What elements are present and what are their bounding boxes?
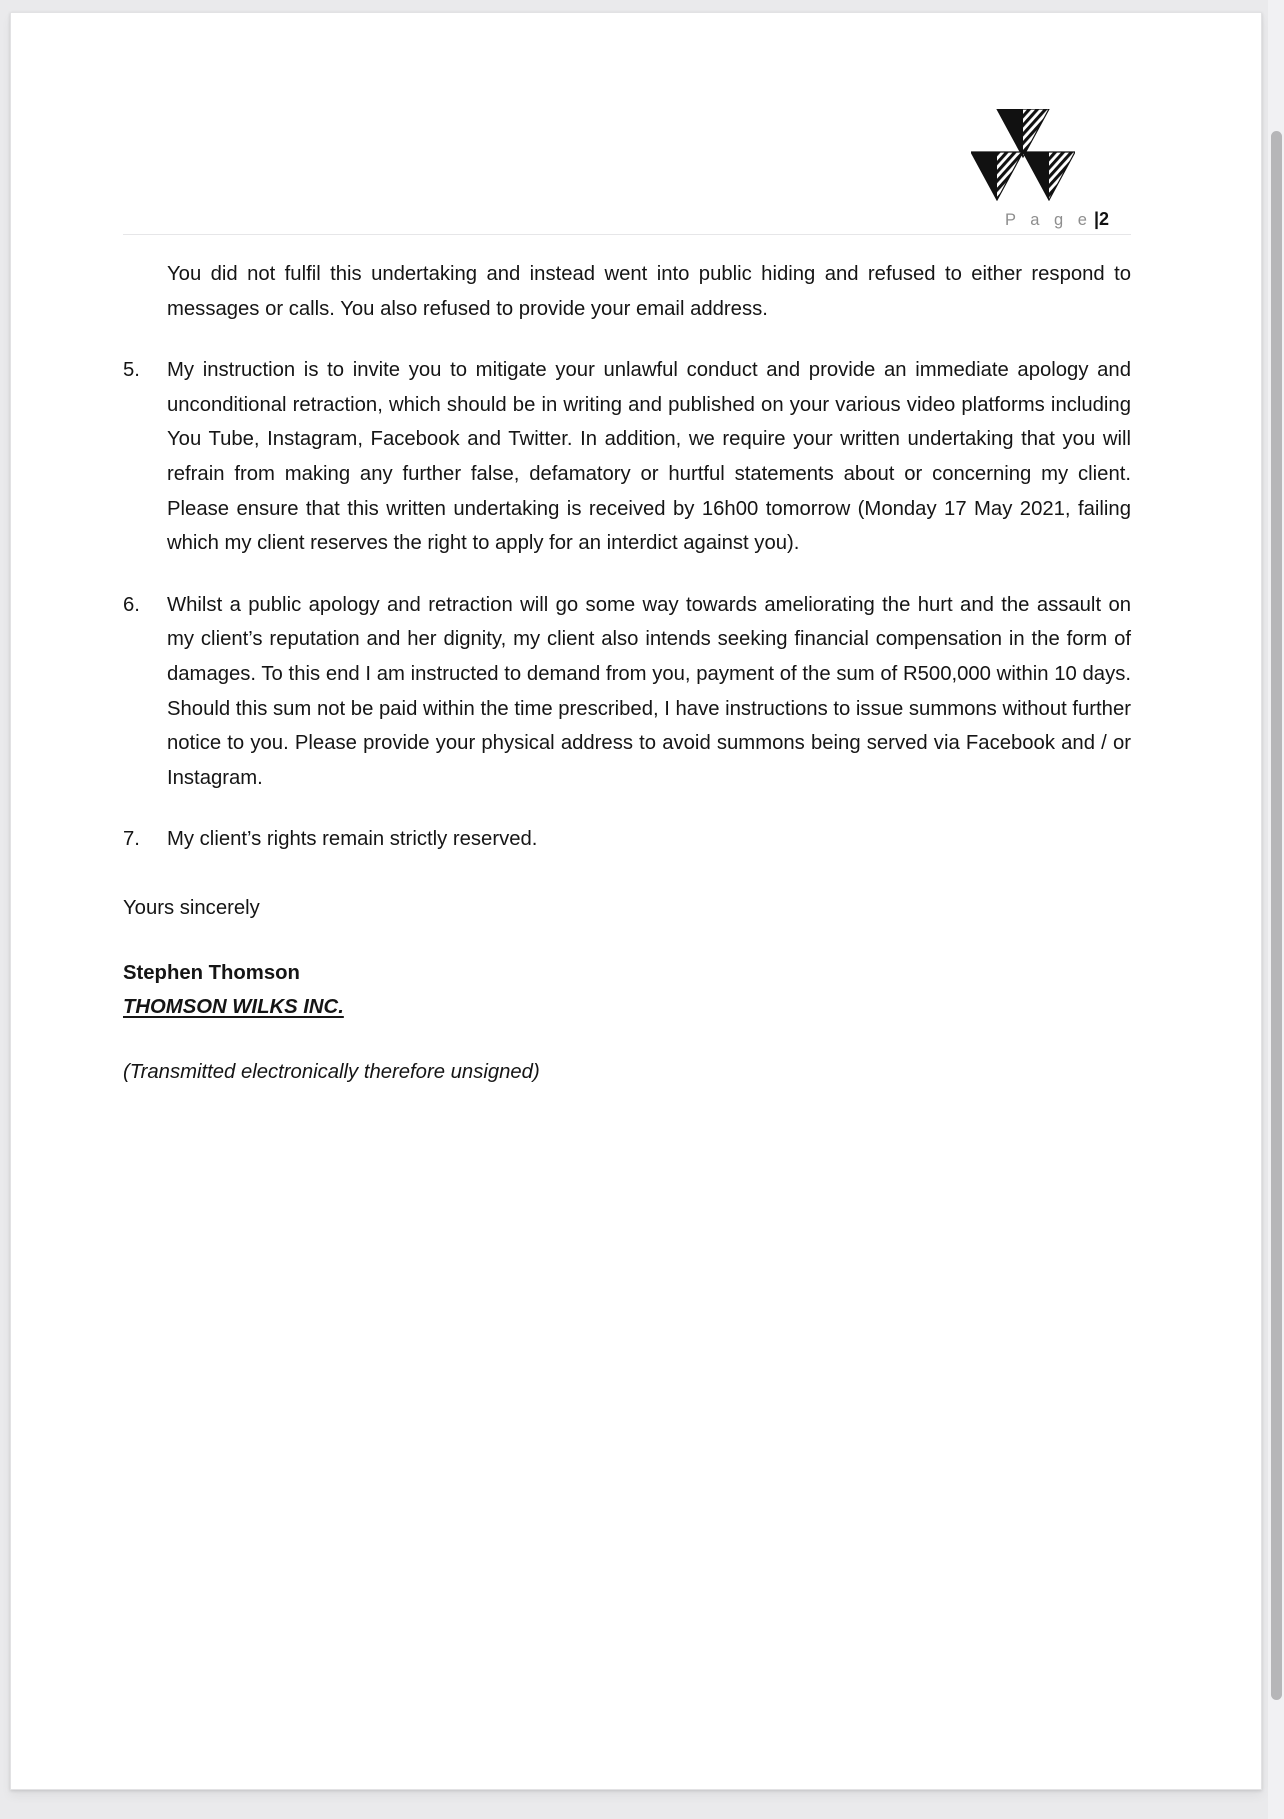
paragraph-7 [123,822,1131,857]
logo-container [123,109,1131,201]
page-number: 2 [1098,209,1109,229]
page-word: P a g e [1004,211,1092,229]
page-content [11,13,1261,1789]
paragraph-text: Whilst a public apology and retraction will go some way towards ameliorating the hurt and the assault on my client’s reputation and her dignity, my client also intends seeking financial compensation in the form of damages. To this end I am instructed to demand from you, payment of the sum of R500,000 within 10 days. Should this sum not be paid within the time prescribed, I have instructions to issue summons without further notice to you. Please provide your physical address to avoid summons being served via Facebook and / or Instagram. [167,593,1131,789]
paragraph-text: My instruction is to invite you to mitigate your unlawful conduct and provide an immediate apology and unconditional retraction, which should be in writing and published on your various video platforms including You Tube, Instagram, Facebook and Twitter. In addition, we require your written undertaking that you will refrain from making any further false, defamatory or hurtful statements about or concerning my client. Please ensure that this written undertaking is received by 16h00 tomorrow (Monday 17 May 2021, failing which my client reserves the right to apply for an interdict against you). [167,359,1131,555]
transmission-note: (Transmitted electronically therefore unsigned) [123,1060,540,1083]
thomson-wilks-triangles-logo [971,109,1075,201]
signatory-name: Stephen Thomson [123,961,300,984]
salutation: Yours sincerely [123,896,260,919]
paragraph-6 [123,588,1131,796]
paragraph-number: 6. [123,593,140,616]
page-separator: | [1093,209,1099,229]
vertical-scrollbar-track[interactable] [1268,0,1284,1819]
paragraph-number: 7. [123,828,140,851]
page-number-label [123,209,1131,230]
firm-name-row [123,990,1131,1025]
closing-block [123,891,1131,1089]
paragraph-text: You did not fulfil this undertaking and instead went into public hiding and refused to either respond to messages or calls. You also refused to provide your email address. [167,263,1131,320]
paragraph-5 [123,353,1131,561]
paragraph-number: 5. [123,359,140,382]
vertical-scrollbar-thumb[interactable] [1271,131,1282,1700]
document-body [123,235,1131,1089]
document-page [10,12,1262,1790]
document-header [123,13,1131,235]
signature-block [123,956,1131,1025]
paragraph-intro [167,257,1131,326]
paragraph-text: My client’s rights remain strictly reserved. [167,828,538,851]
firm-name: THOMSON WILKS INC. [123,996,344,1019]
